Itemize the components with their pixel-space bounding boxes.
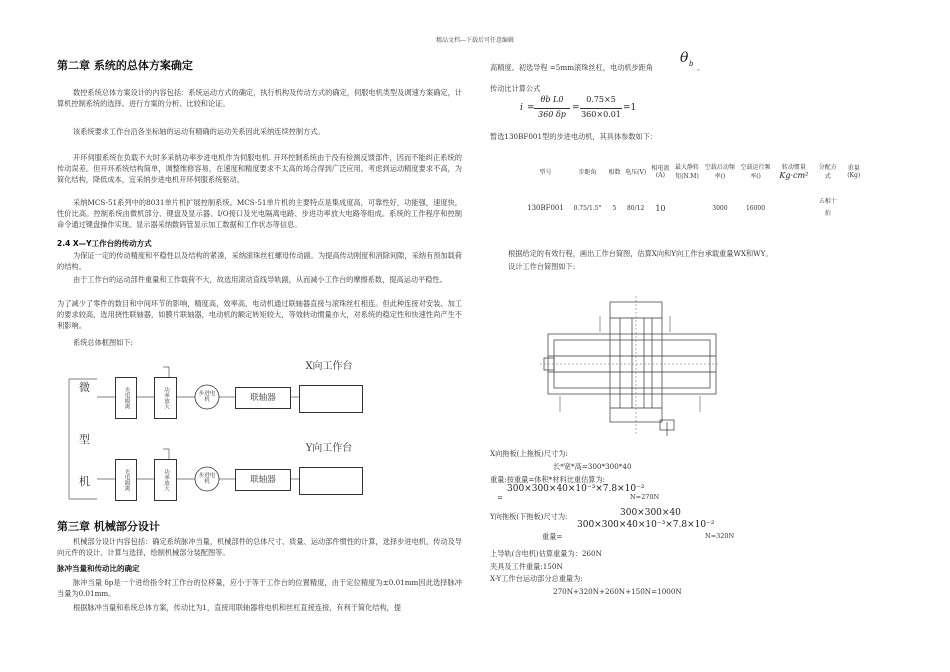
td-start-freq: 3000 bbox=[712, 204, 728, 212]
y-optical-isolator-box bbox=[115, 459, 137, 501]
chapter3-para2: 脉冲当量 δp是一个进给指令时工作台的位移量，应小于等于工作台的位置精度，由于定位精度为±0.01mm因此选择脉冲当量为0.01mm。 bbox=[57, 578, 462, 599]
chapter2-para5: 为保证一定的传动精度和平稳性以及结构的紧凑，采纳滚珠丝杠螺母传动副。为提高传动刚度和消除间隙，采纳有预加载荷的结构。 bbox=[57, 251, 462, 272]
y-coupler-label: 联轴器 bbox=[250, 474, 276, 485]
theta-tail: 。 bbox=[697, 63, 705, 72]
td-weight bbox=[840, 195, 867, 221]
formula-mid-den: 360×0.01 bbox=[581, 110, 621, 119]
th-voltage: 电压(V) bbox=[625, 168, 647, 176]
x-eq-prefix: = bbox=[497, 493, 504, 502]
x-weight-formula: 300×300×40×10⁻³×7.8×10⁻² bbox=[507, 484, 645, 494]
y-weight-formula: 300×300×40×10⁻³×7.8×10⁻² bbox=[577, 520, 715, 530]
y-motor-label: 步进电机 bbox=[198, 473, 216, 485]
chapter3-para3: 根据脉冲当量和系统总体方案，传动比为1，直接用联轴器将电机和丝杠直接连接，有利于简化结构，提 bbox=[73, 603, 402, 612]
x-plate-dims: 长*宽*高=300*300*40 bbox=[553, 462, 632, 471]
th-weight: 重量(Kg) bbox=[847, 165, 861, 179]
motor-intro: 暂选130BF001型的步进电动机，其具体参数如下： bbox=[490, 132, 658, 141]
th-start-freq: 空载启动频率() bbox=[704, 164, 735, 180]
x-coupler-box bbox=[235, 387, 291, 409]
motor-spec-table bbox=[522, 147, 867, 221]
ratio-formula: i = θb L0 360 δp = 0.75×5 360×0.01 =1 bbox=[520, 95, 637, 119]
chapter2-para7: 为了减少了零件的数目和中间环节的影响，精度高，效率高，电动机通过联轴器直接与滚珠丝杠相连。但此种连接对安装、加工的要求较高，选用挠性联轴器，如膜片联轴器，电动机的额定转矩较大，等效转动惯量亦大，对系统的稳定性和快速性尚产生不利影响。 bbox=[57, 299, 462, 331]
draw-para: 根据给定的有效行程，画出工作台简图，估算X向和Y向工作台承载重量WX和WY。 bbox=[508, 249, 773, 258]
draw-para2: 设计工作台简图如下: bbox=[508, 262, 576, 271]
chapter3-title: 第三章 机械部分设计 bbox=[57, 520, 160, 533]
y-plate-dims: 300×300×40 bbox=[620, 508, 681, 518]
chapter2-para8: 系统总体框图如下: bbox=[73, 338, 133, 347]
chapter2-title: 第二章 系统的总体方案确定 bbox=[57, 59, 193, 72]
td-voltage: 80/12 bbox=[626, 204, 645, 212]
td-distribution: 五相十拍 bbox=[818, 198, 837, 217]
td-torque bbox=[673, 195, 702, 221]
x-table-label: X向工作台 bbox=[299, 357, 359, 375]
formula-i: i bbox=[520, 103, 523, 113]
x-weight-result: N=270N bbox=[630, 493, 660, 501]
diagram-side-char-1: 微 bbox=[79, 381, 90, 394]
system-block-diagram bbox=[57, 355, 462, 505]
formula-left-num: θb L0 bbox=[540, 95, 564, 104]
x-weight-label: 重量:按重量=体积*材料比重估算为: bbox=[490, 475, 606, 484]
rail-weight: 上导轨(含电机)估算重量为：260N bbox=[490, 549, 602, 558]
inertia-unit: Kg·cm² bbox=[779, 171, 809, 180]
x-power-amplifier-box bbox=[154, 377, 177, 419]
th-torque: 最大静转矩(N.M) bbox=[674, 164, 699, 180]
formula-result: =1 bbox=[623, 103, 637, 113]
chapter2-para1: 数控系统总体方案设计的内容包括：系统运动方式的确定，执行机构及传动方式的确定，伺服电机类型及调速方案确定，计算机控制系统的选择。进行方案的分析、比较和论证。 bbox=[57, 88, 462, 109]
y-power-amplifier-box bbox=[154, 459, 177, 501]
chapter2-para2: 该系统要求工作台沿各坐标轴的运动有精确的运动关系因此采纳连续控制方式。 bbox=[73, 127, 325, 136]
worktable-sketch bbox=[540, 296, 720, 438]
theta-symbol: θ bbox=[680, 50, 689, 66]
x-isolator-label: 光电隔离 bbox=[123, 387, 130, 409]
td-inertia bbox=[773, 195, 815, 221]
th-model: 型号 bbox=[539, 168, 552, 176]
y-weight-label: 重量= bbox=[542, 532, 563, 541]
formula-left-den: 360 δp bbox=[538, 110, 566, 119]
chapter2-para4: 采纳MCS-51系列中的8031单片机扩展控制系统。MCS-51单片机的主要特点是集成度高，可靠性好，功能强，速度快，性价比高。控制系统由微机部分、键盘及显示器、I/O接口及光电隔离电路、步进功率放大电路等组成。系统的工作程序和控制命令通过键盘操作实现。显示器采纳数码管显示加工数据和工作状态等信息。 bbox=[57, 198, 462, 230]
total-weight-label: X-Y工作台运动部分总重量为: bbox=[490, 574, 583, 583]
th-run-freq: 空载运行频率() bbox=[740, 164, 771, 180]
td-step-angle: 0.75/1.5° bbox=[573, 204, 602, 212]
th-step-angle: 步距角 bbox=[578, 168, 597, 176]
y-amplifier-label: 功率放大 bbox=[163, 469, 169, 491]
th-current: 相电流(A) bbox=[651, 165, 670, 179]
y-plate-label: Y向拖板(下拖板)尺寸为: bbox=[490, 512, 568, 521]
page-header: 精品文档---下载后可任意编辑 bbox=[435, 37, 515, 44]
td-run-freq: 16000 bbox=[745, 204, 766, 212]
x-table-box bbox=[299, 385, 363, 413]
td-model: 130BF001 bbox=[527, 204, 564, 212]
td-current: 10 bbox=[655, 203, 666, 213]
y-coupler-box bbox=[235, 469, 291, 491]
th-distribution: 分配方式 bbox=[818, 164, 837, 180]
diagram-side-char-3: 机 bbox=[79, 475, 90, 488]
y-table-box bbox=[299, 467, 363, 495]
fixture-weight: 夹具及工件重量:150N bbox=[490, 562, 563, 571]
y-table-label: Y向工作台 bbox=[299, 439, 359, 457]
x-coupler-label: 联轴器 bbox=[250, 392, 276, 403]
section-pulse-title: 脉冲当量和传动比的确定 bbox=[57, 564, 140, 573]
total-weight-value: 270N+320N+260N+150N=1000N bbox=[553, 587, 682, 596]
x-motor-label: 步进电机 bbox=[198, 391, 216, 403]
chapter2-para3: 开环伺服系统在负载不大时多采纳功率步进电机作为伺服电机. 开环控制系统由于没有检测反馈部件，因而不能纠正系统的传动误差。但开环系统结构简单，调整维修容易，在速度和精度要求不太高的场合得到广泛应用。考虑到运动精度要求不高，为简化结构，降低成本，宜采纳步进电机开环伺服系统驱动。 bbox=[57, 153, 462, 185]
th-inertia: 转动惯量 bbox=[781, 164, 806, 171]
y-weight-result: N=320N bbox=[705, 532, 735, 540]
x-plate-label: X向拖板(上拖板)尺寸为: bbox=[490, 449, 568, 458]
x-amplifier-label: 功率放大 bbox=[163, 387, 169, 409]
formula-mid-num: 0.75×5 bbox=[586, 95, 616, 104]
section-2-4-title: 2.4 X—Y工作台的传动方式 bbox=[57, 239, 152, 248]
diagram-side-char-2: 型 bbox=[79, 433, 90, 446]
y-isolator-label: 光电隔离 bbox=[123, 469, 130, 491]
chapter2-para6: 由于工作台的运动部件重量和工作载荷不大，故选用滚动直线导轨副，从而减小工作台的摩擦系数，提高运动平稳性。 bbox=[73, 275, 447, 284]
ratio-label: 传动比计算公式 bbox=[490, 84, 541, 93]
td-phases: 5 bbox=[612, 204, 617, 212]
th-phases: 相数 bbox=[608, 168, 621, 176]
theta-subscript: b bbox=[689, 60, 694, 68]
right-line1: 高精度。初选导程 =5mm滚珠丝杠，电动机步距角 bbox=[490, 63, 654, 72]
x-optical-isolator-box bbox=[115, 377, 137, 419]
chapter3-para1: 机械部分设计内容包括：确定系统脉冲当量，机械部件的总体尺寸、质量、运动部件惯性的计算，选择步进电机，传动及导向元件的设计、计算与选择，绘制机械部分装配图等。 bbox=[57, 537, 462, 558]
